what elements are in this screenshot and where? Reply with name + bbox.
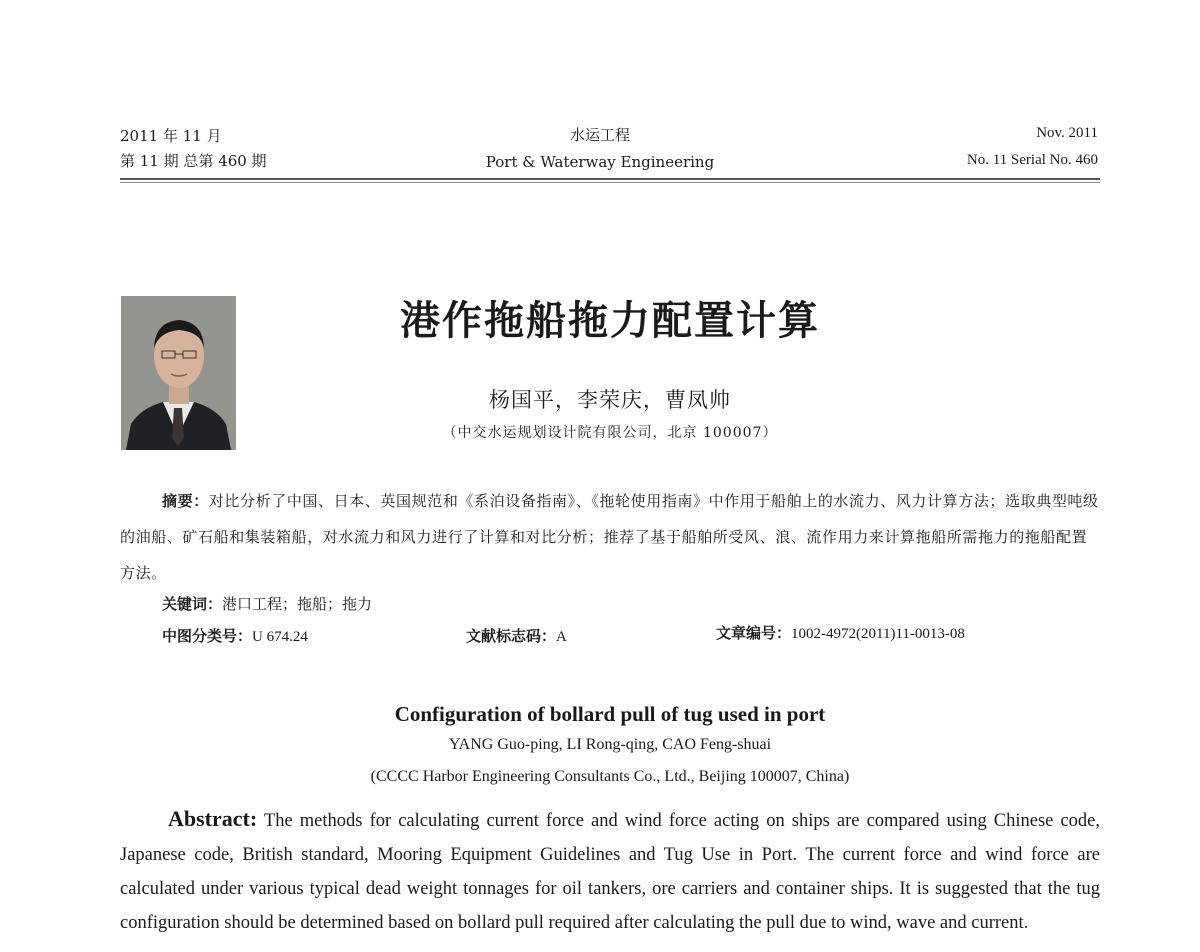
article-number-label: 文章编号： xyxy=(716,624,792,642)
paper-title-cn: 港作拖船拖力配置计算 xyxy=(400,298,820,344)
header-rule-thin xyxy=(120,182,1100,183)
keywords-label: 关键词： xyxy=(162,595,223,613)
keywords-cn xyxy=(162,593,372,614)
journal-date-issue-en xyxy=(967,120,1098,174)
header-issue-en: No. 11 Serial No. 460 xyxy=(966,152,1098,168)
classification xyxy=(162,625,308,646)
journal-date-issue xyxy=(120,124,267,174)
classification-value: U 674.24 xyxy=(252,629,308,645)
classification-label: 中图分类号： xyxy=(162,627,253,645)
journal-name-en: Port & Waterway Engineering xyxy=(485,153,715,171)
document-code-label: 文献标志码： xyxy=(466,627,557,645)
document-code xyxy=(466,625,567,646)
document-code-value: A xyxy=(556,629,567,645)
affiliation-cn: （中交水运规划设计院有限公司，北京 100007） xyxy=(442,425,778,441)
abstract-en-label: Abstract: xyxy=(168,806,258,831)
journal-name-cn: 水运工程 xyxy=(569,126,630,144)
article-number xyxy=(716,622,965,643)
header-date: 2011 年 11 月 xyxy=(120,127,222,145)
header-issue: 第 11 期 总第 460 期 xyxy=(120,152,267,170)
abstract-cn-label: 摘要： xyxy=(162,492,209,510)
authors-cn: 杨国平，李荣庆，曹凤帅 xyxy=(489,388,731,412)
abstract-en-text: The methods for calculating current force and wind force acting on ships are compared using Chinese code, Japanese code, British standard, Mooring Equipment Guidelines and Tug Use in Port. The current force and wind force are calculated under various typical dead weight tonnages for oil tankers, ore carriers and container ships. It is suggested that the tug configuration should be determined based on bollard pull required after calculating the pull due to wind, wave and current. xyxy=(120,811,1100,933)
paper-title-en: Configuration of bollard pull of tug used in port xyxy=(394,702,826,726)
article-number-value: 1002-4972(2011)11-0013-08 xyxy=(791,626,965,642)
keywords-text: 港口工程；拖船；拖力 xyxy=(222,595,373,613)
header-date-en: Nov. 2011 xyxy=(1036,125,1098,141)
authors-en: YANG Guo-ping, LI Rong-qing, CAO Feng-shuai xyxy=(448,736,772,753)
header-rule xyxy=(120,178,1100,180)
journal-name xyxy=(440,122,760,176)
abstract-cn-text: 对比分析了中国、日本、英国规范和《系泊设备指南》、《拖轮使用指南》中作用于船舶上的水流力、风力计算方法；选取典型吨级的油船、矿石船和集装箱船，对水流力和风力进行了计算和对比分析；推荐了基于船舶所受风、浪、流作用力来计算拖船所需拖力的拖船配置方法。 xyxy=(120,492,1099,582)
author-photo xyxy=(121,296,236,450)
affiliation-en: (CCCC Harbor Engineering Consultants Co., Ltd., Beijing 100007, China) xyxy=(370,768,850,785)
abstract-en xyxy=(120,802,1100,940)
abstract-cn xyxy=(120,483,1100,591)
